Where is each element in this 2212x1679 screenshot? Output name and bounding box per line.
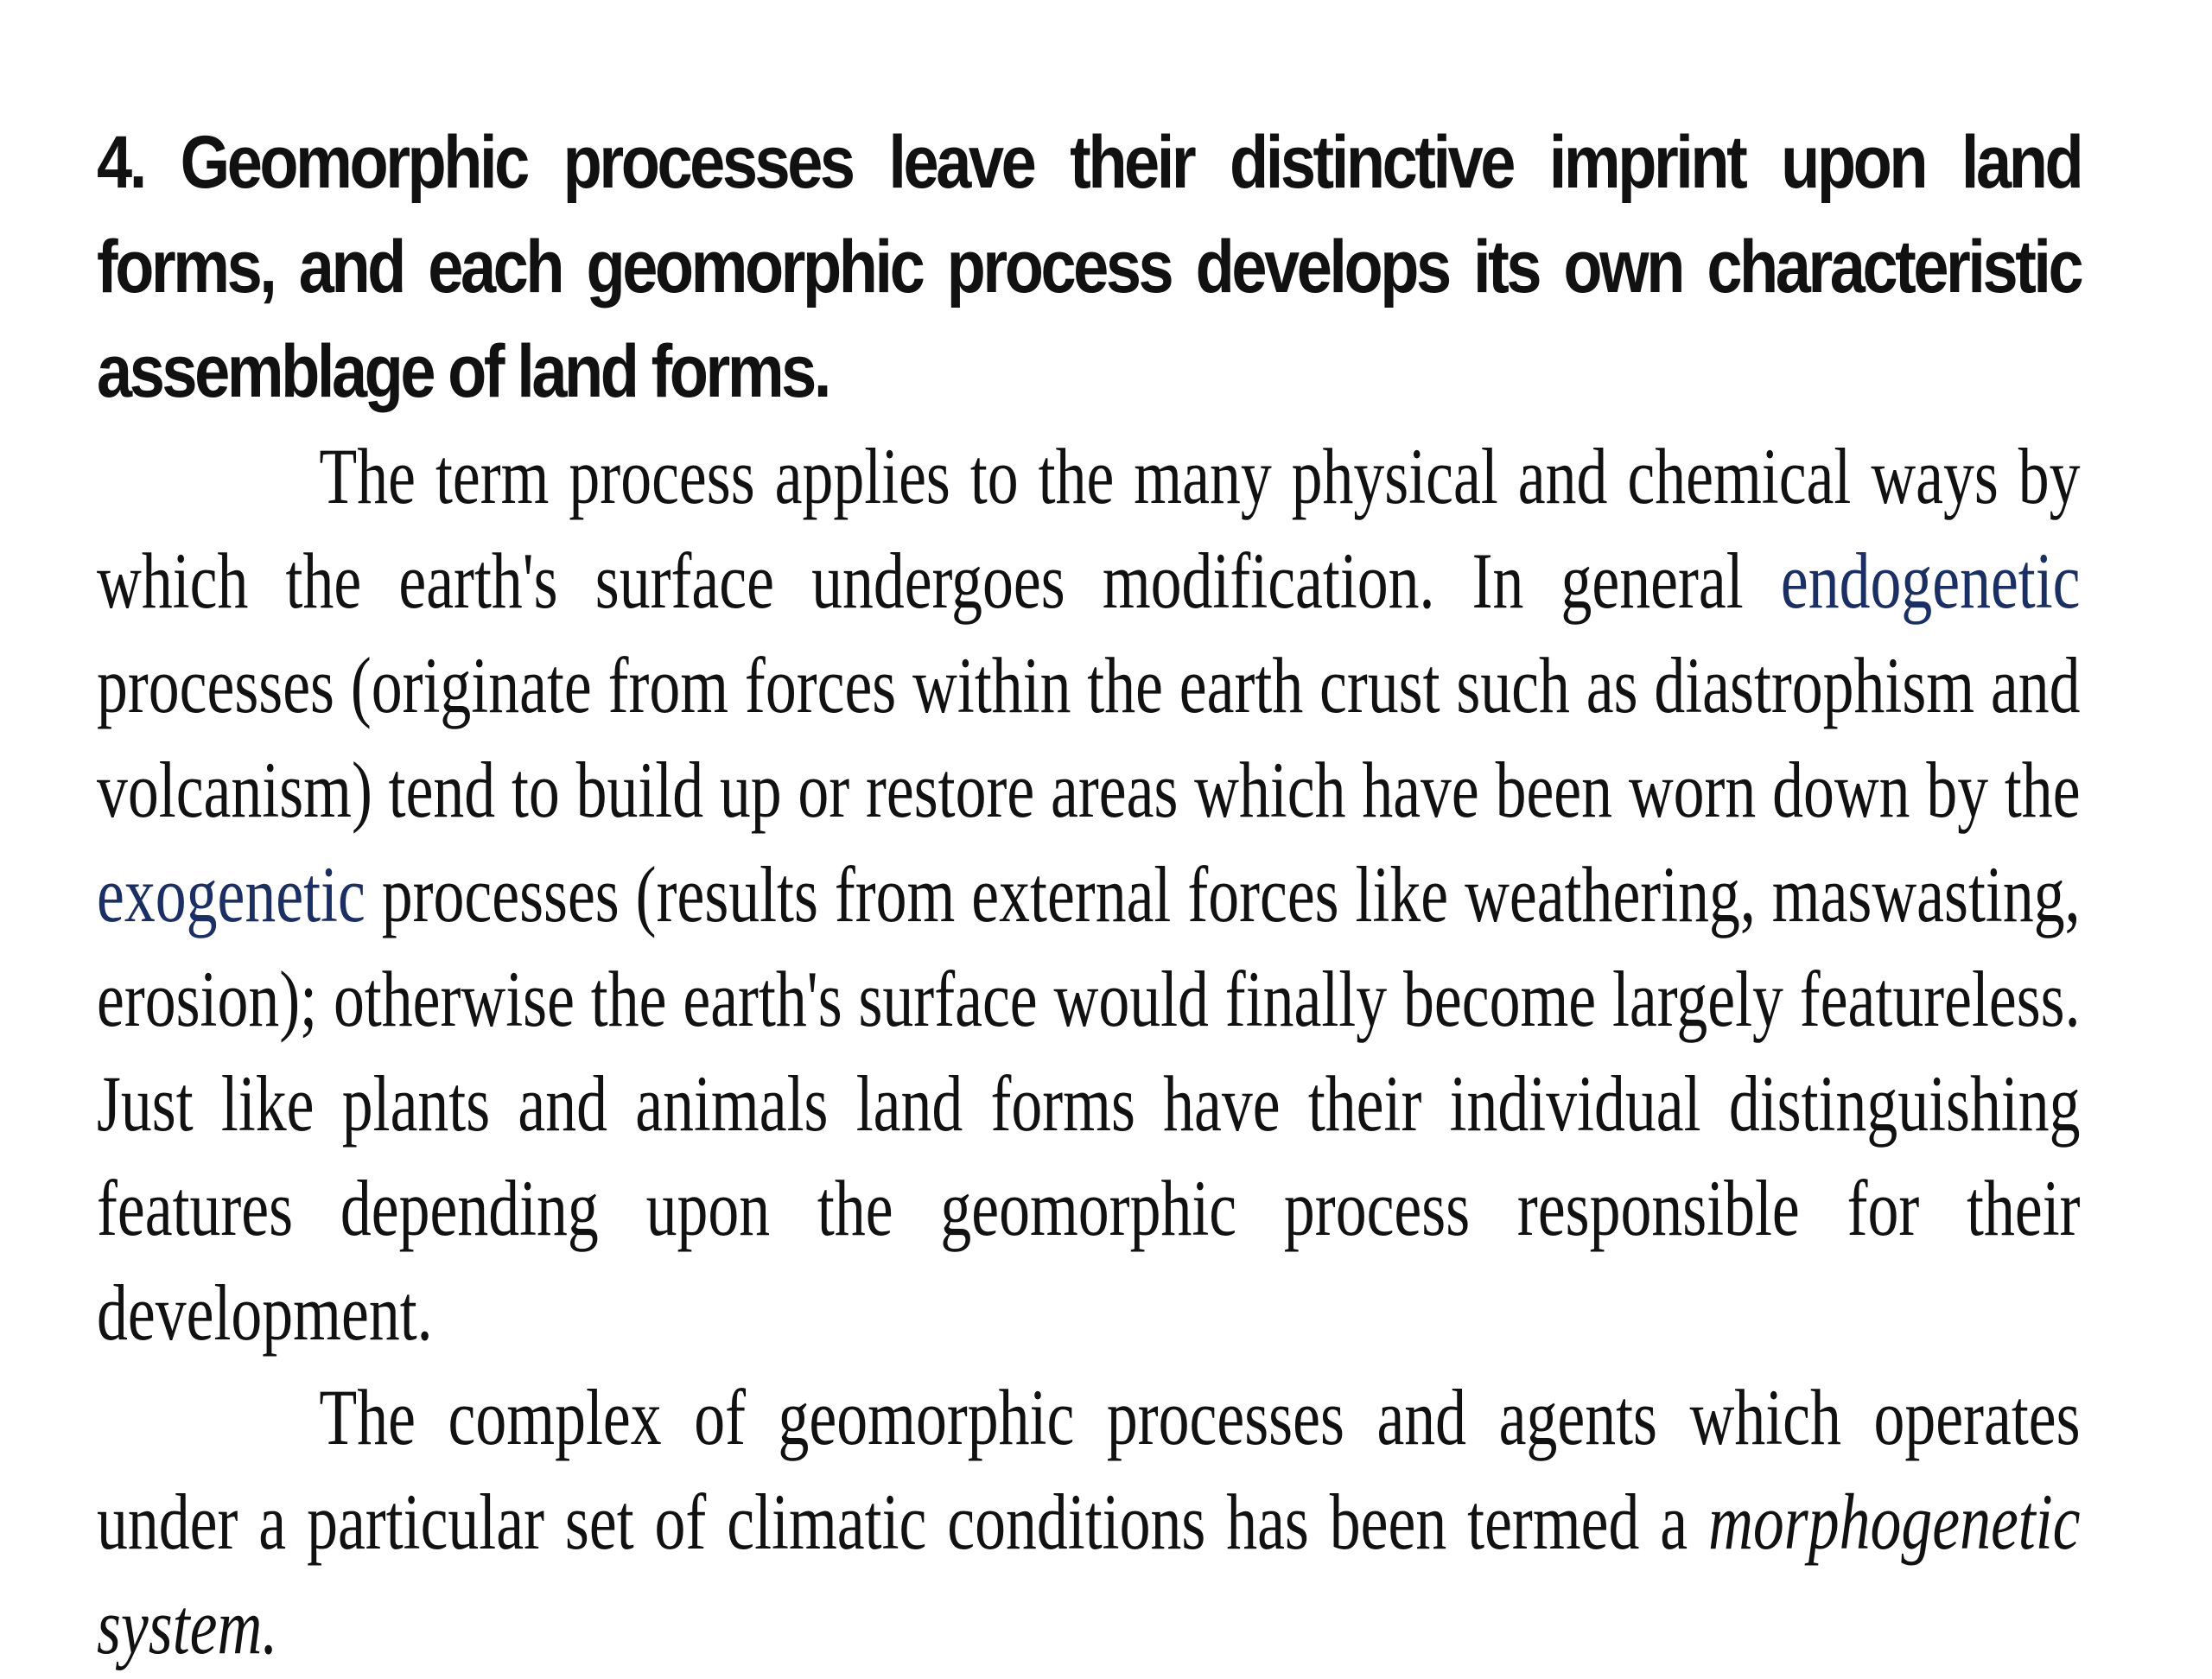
section-heading: 4. Geomorphic processes leave their distinctive imprint upon land forms, and each geomorphic process develops its own characteristic assemblage of land forms. — [97, 121, 2082, 413]
paragraph1-text-part2: processes (originate from forces within the earth crust such as diastrophism and volcanism) tend to build up or restore areas which have been worn down by the — [97, 641, 2081, 834]
term-morphogenetic-system: morphogenetic system. — [97, 1478, 2081, 1670]
term-endogenetic: endogenetic — [1780, 537, 2081, 625]
term-exogenetic: exogenetic — [97, 850, 365, 938]
paragraph2-text-part1: The complex of geomorphic processes and agents which operates under a particular set of climatic conditions has been termed a — [97, 1373, 2081, 1566]
paragraph-process-definition — [97, 424, 2081, 1365]
text-block — [97, 111, 2081, 1679]
paragraph1-text-part1: The term process applies to the many physical and chemical ways by which the earth's surface undergoes modification. In general — [97, 432, 2081, 625]
paragraph-morphogenetic-system — [97, 1365, 2081, 1679]
paragraph1-text-part3: processes (results from external forces like weathering, maswasting, erosion); otherwise the earth's surface would finally become largely featureless. Just like plants and animals land forms have their individual distinguishing features depending upon the geomorphic process responsible for their development. — [97, 850, 2081, 1357]
